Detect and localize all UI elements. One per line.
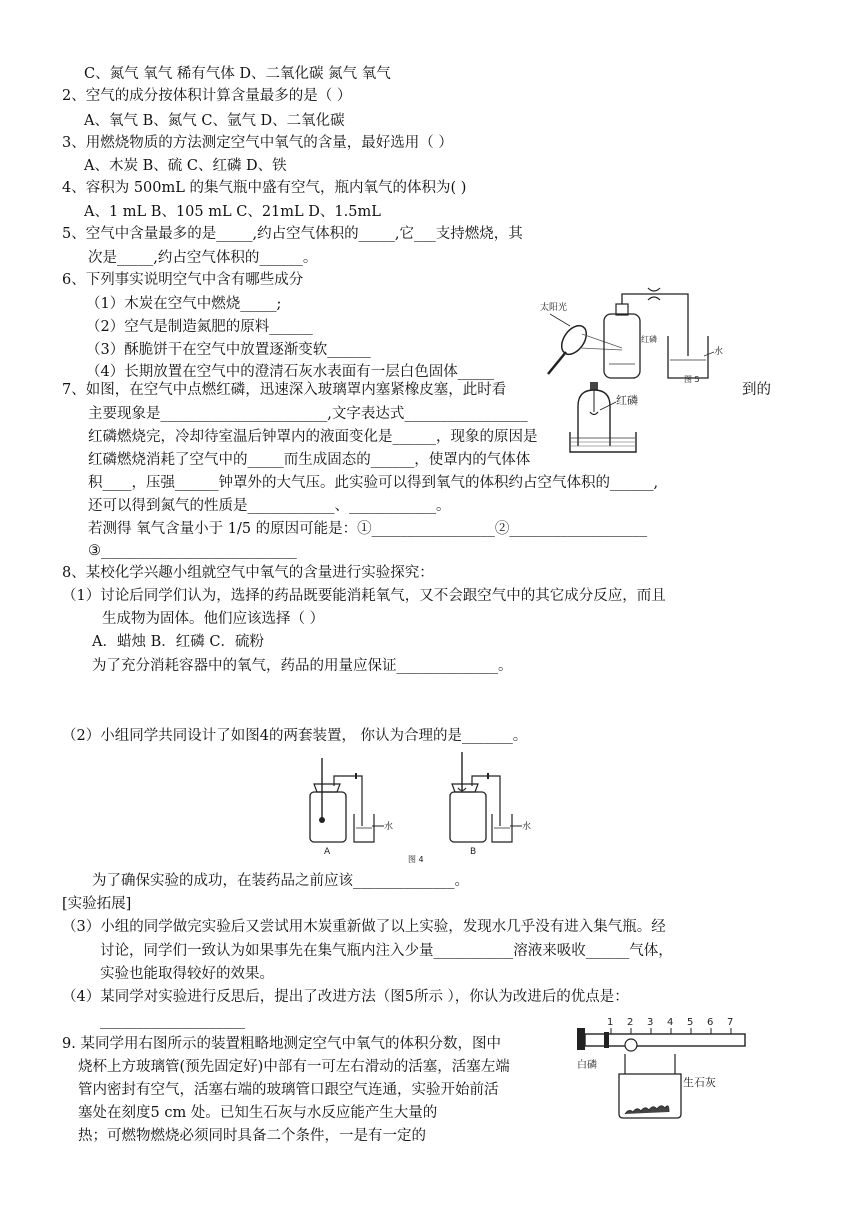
fig9-white-p-label: 白磷 bbox=[577, 1060, 597, 1071]
q1-option-cd: C、氮气 氧气 稀有气体 D、二氧化碳 氮气 氧气 bbox=[84, 66, 391, 82]
fig9-tick-label-2: 2 bbox=[627, 1017, 634, 1028]
q7-line-4: 红磷燃烧消耗了空气中的_____而生成固态的______，使罩内的气体体 bbox=[88, 452, 531, 468]
figure-bell-jar-drawing bbox=[566, 382, 662, 454]
fig4b-water-label: 水 bbox=[522, 822, 532, 832]
q9-line-3: 管内密封有空气，活塞右端的玻璃管口跟空气连通，实验开始前活 bbox=[78, 1082, 499, 1098]
fig4a-bottle bbox=[310, 792, 346, 842]
q3-options: A、木炭 B、硫 C、红磷 D、铁 bbox=[84, 158, 287, 174]
figure-9-piston-tube bbox=[575, 1014, 755, 1120]
fig9-tick-label-7: 7 bbox=[727, 1017, 734, 1028]
fig5-tube bbox=[622, 294, 688, 356]
fig4-caption: 图 4 bbox=[408, 855, 424, 864]
fig5-magnifier-lens bbox=[557, 321, 592, 359]
q8-part2: （2）小组同学共同设计了如图4的两套装置， 你认为合理的是_______。 bbox=[62, 728, 528, 744]
fig5-ray-1 bbox=[582, 334, 622, 348]
fig9-tick-label-6: 6 bbox=[707, 1017, 714, 1028]
figure-9-drawing bbox=[575, 1014, 755, 1120]
figure-4-apparatus bbox=[300, 752, 560, 864]
q8-part4-blank: ____________________ bbox=[100, 1013, 245, 1029]
fig9-tick-label-4: 4 bbox=[667, 1017, 674, 1028]
q8-stem: 8、某校化学兴趣小组就空气中氧气的含量进行实验探究： bbox=[62, 565, 434, 581]
q2-stem: 2、空气的成分按体积计算含量最多的是（ ） bbox=[62, 88, 352, 104]
q4-options: A、1 mL B、105 mL C、21mL D、1.5mL bbox=[84, 204, 381, 220]
bell-phos-pointer bbox=[600, 402, 616, 410]
q6-item-4: （4）长期放置在空气中的澄清石灰水表面有一层白色固体_____ bbox=[86, 364, 494, 380]
fig5-phos-label: 红磷 bbox=[641, 335, 657, 344]
q7-stem-tail: 到的 bbox=[742, 382, 771, 398]
q9-line-5: 热；可燃物燃烧必须同时具备二个条件，一是有一定的 bbox=[78, 1128, 426, 1144]
q7-line-3: 红磷燃烧完，冷却待室温后钟罩内的液面变化是______，现象的原因是 bbox=[88, 429, 538, 445]
fig9-scale bbox=[607, 1017, 733, 1034]
fig4a-stopper bbox=[314, 784, 340, 792]
q7-line-2: 主要现象是_______________________,文字表达式_________________ bbox=[88, 406, 528, 422]
figure-5-solar-ignition bbox=[536, 274, 726, 386]
fig9-left-stopper bbox=[577, 1028, 585, 1050]
fig9-tick-label-1: 1 bbox=[607, 1017, 614, 1028]
q7-line-7: 若测得 氧气含量小于 1/5 的原因可能是：①_________________②___________________ bbox=[88, 521, 648, 537]
fig9-piston bbox=[604, 1032, 609, 1048]
q8-part1-cont: 生成物为固体。他们应该选择（ ） bbox=[102, 611, 325, 627]
q2-options: A、氧气 B、氮气 C、氩气 D、二氧化碳 bbox=[84, 113, 345, 129]
q6-stem: 6、下列事实说明空气中含有哪些成分 bbox=[62, 272, 304, 288]
bell-stopper bbox=[590, 382, 598, 390]
fig5-water-pointer bbox=[704, 352, 714, 356]
fig9-quicklime-label: 生石灰 bbox=[683, 1076, 716, 1089]
q5-stem-cont: 次是_____,约占空气体积的______。 bbox=[88, 250, 318, 266]
q7-line-6: 还可以得到氮气的性质是____________、____________。 bbox=[88, 498, 451, 514]
fig5-water-label: 水 bbox=[714, 347, 724, 357]
q7-line-8: ③___________________________ bbox=[88, 543, 297, 559]
figure-5-drawing bbox=[536, 274, 726, 386]
fig5-bottle bbox=[604, 314, 640, 378]
fig5-ray-2 bbox=[580, 348, 622, 350]
figure-4-drawing bbox=[300, 752, 560, 864]
fig4b-label: B bbox=[470, 847, 477, 857]
q8-part1-options: A．蜡烛 B．红磷 C．硫粉 bbox=[92, 634, 264, 650]
q8-part1: （1）讨论后同学们认为，选择的药品既要能消耗氧气，又不会跟空气中的其它成分反应，而且 bbox=[62, 588, 666, 604]
fig5-caption: 图 5 bbox=[684, 375, 700, 384]
fig9-tick-label-5: 5 bbox=[687, 1017, 694, 1028]
q8-part4: （4）某同学对实验进行反思后，提出了改进方法（图5所示 ），你认为改进后的优点是： bbox=[62, 989, 629, 1005]
fig5-sun-label: 太阳光 bbox=[540, 303, 568, 313]
q5-stem: 5、空气中含量最多的是_____,约占空气体积的_____,它___支持燃烧，其 bbox=[62, 226, 523, 242]
q6-item-1: （1）木炭在空气中燃烧_____; bbox=[86, 296, 282, 312]
bell-phos-label: 红磷 bbox=[616, 394, 638, 407]
q7-stem: 7、如图，在空气中点燃红磷，迅速深入玻璃罩内塞紧橡皮塞，此时看 bbox=[62, 382, 507, 398]
q8-part3-cont: 讨论，同学们一致认为如果事先在集气瓶内注入少量___________溶液来吸收______气体， bbox=[100, 943, 673, 959]
section-extension: [实验拓展] bbox=[62, 896, 132, 912]
q4-stem: 4、容积为 500mL 的集气瓶中盛有空气，瓶内氧气的体积为( ) bbox=[62, 180, 467, 196]
fig9-white-phosphorus bbox=[625, 1039, 637, 1051]
fig9-quicklime bbox=[625, 1106, 669, 1114]
q9-stem: 9. 某同学用右图所示的装置粗略地测定空气中氧气的体积分数，图中 bbox=[62, 1036, 501, 1052]
q3-stem: 3、用燃烧物质的方法测定空气中氧气的含量，最好选用（ ） bbox=[62, 135, 453, 151]
fig4a-water-label: 水 bbox=[384, 822, 394, 832]
q8-part1-dosage: 为了充分消耗容器中的氧气，药品的用量应保证______________。 bbox=[92, 658, 513, 674]
q8-part3-end: 实验也能取得较好的效果。 bbox=[100, 966, 274, 982]
q9-line-2: 烧杯上方玻璃管(预先固定好)中部有一可左右滑动的活塞，活塞左端 bbox=[78, 1059, 510, 1075]
fig4b-stopper bbox=[452, 784, 478, 792]
q9-line-4: 塞处在刻度5 cm 处。已知生石灰与水反应能产生大量的 bbox=[78, 1105, 438, 1121]
q6-item-3: （3）酥脆饼干在空气中放置逐渐变软______ bbox=[86, 342, 371, 358]
fig4a-phosphorus bbox=[319, 817, 325, 823]
q6-item-2: （2）空气是制造氮肥的原料______ bbox=[86, 319, 313, 335]
figure-bell-jar bbox=[566, 382, 662, 454]
fig9-beaker-neck bbox=[625, 1054, 675, 1074]
fig5-magnifier-handle bbox=[548, 352, 566, 374]
q8-part3: （3）小组的同学做完实验后又尝试用木炭重新做了以上实验，发现水几乎没有进入集气瓶。经 bbox=[62, 919, 666, 935]
bell-spoon bbox=[590, 412, 598, 415]
fig4b-bottle bbox=[450, 792, 486, 842]
fig4a-label: A bbox=[324, 847, 331, 857]
fig9-tick-label-3: 3 bbox=[647, 1017, 654, 1028]
q7-line-5: 积____，压强______钟罩外的大气压。此实验可以得到氧气的体积约占空气体积的______, bbox=[88, 475, 659, 491]
q8-part2-prep: 为了确保实验的成功，在装药品之前应该______________。 bbox=[92, 873, 469, 889]
fig5-sun-ray bbox=[550, 314, 570, 326]
